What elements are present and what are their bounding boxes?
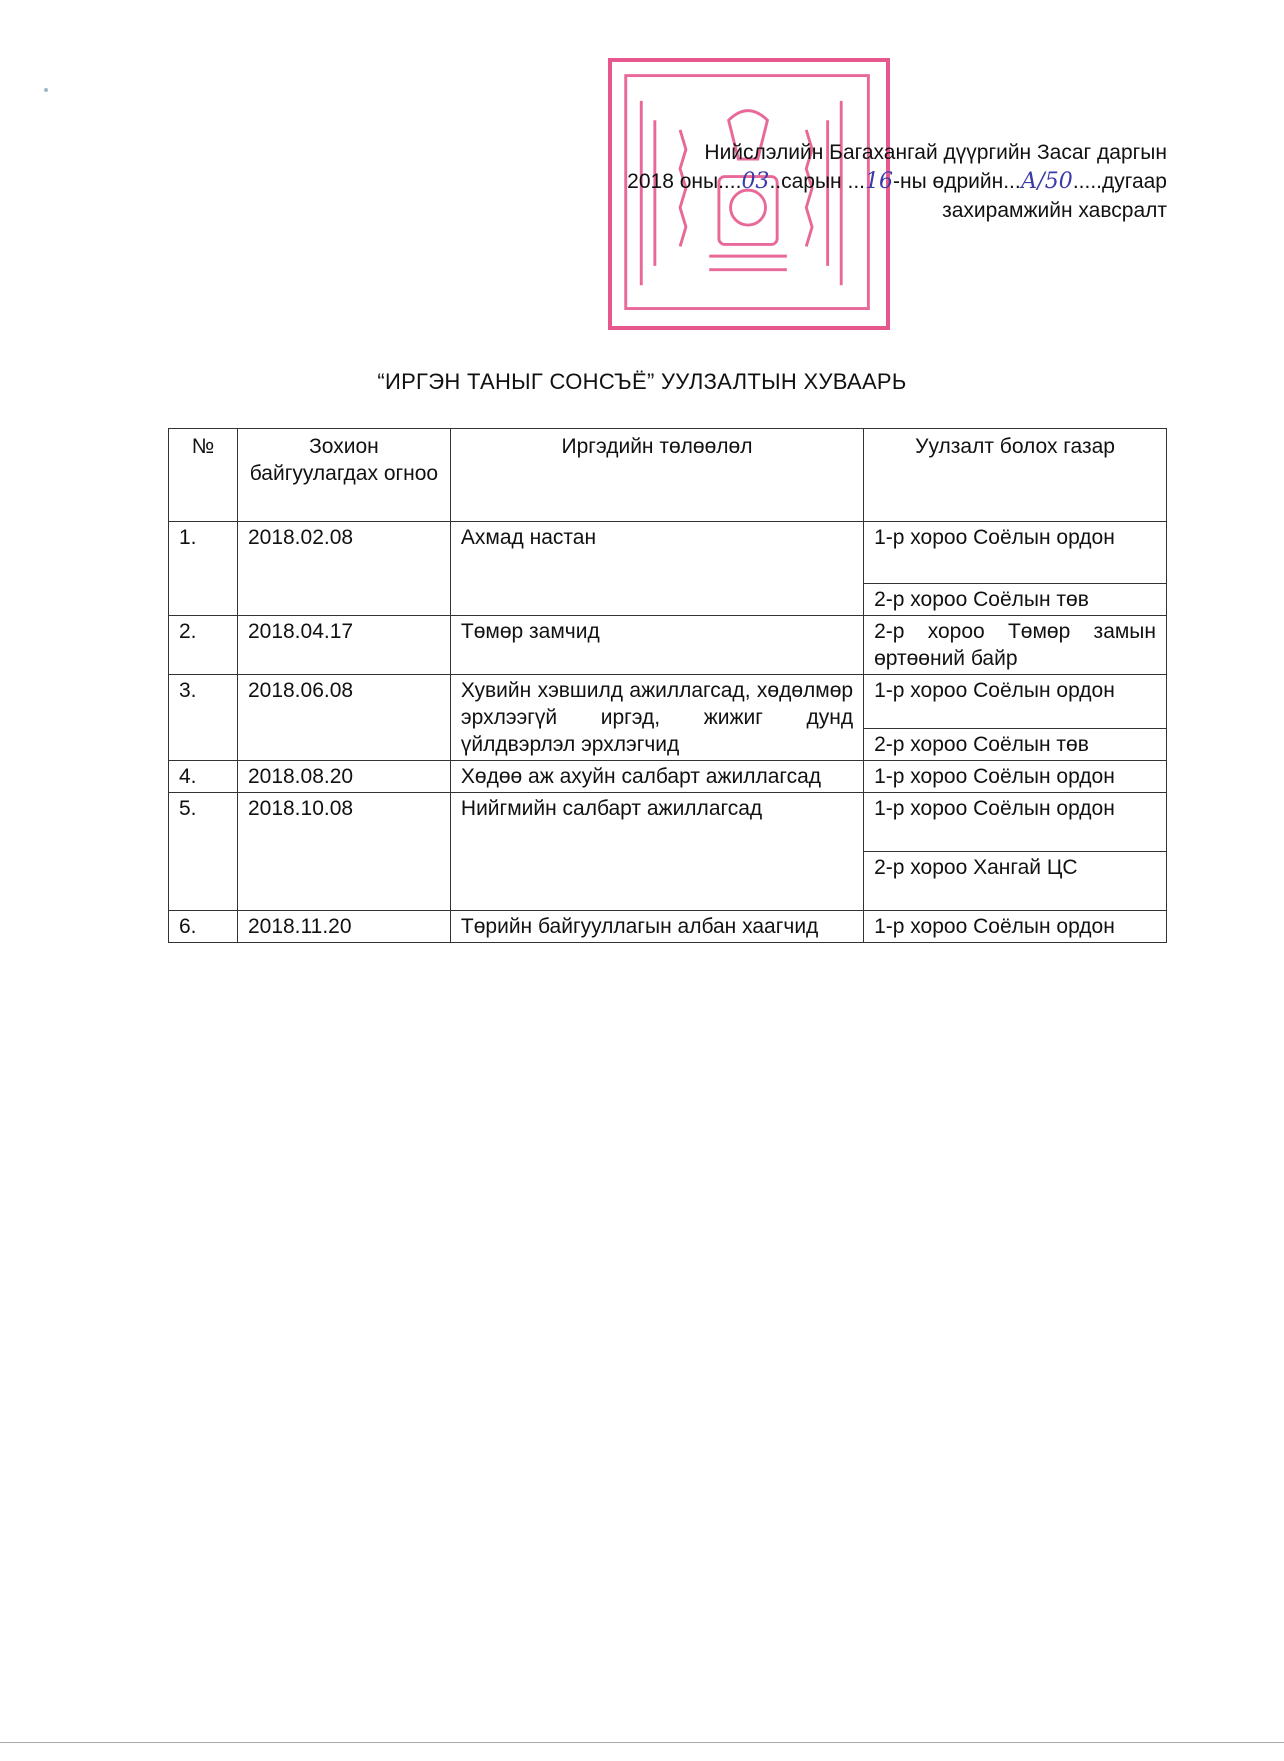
decree-annex-header: [627, 138, 1167, 225]
table-row: [169, 522, 1167, 584]
row-group: Төмөр замчид: [450, 616, 863, 675]
page-bottom-edge: [0, 1742, 1284, 1743]
handwritten-month: 03: [741, 169, 770, 194]
row-number: 2.: [169, 616, 238, 675]
row-group: Хөдөө аж ахуйн салбарт ажиллагсад: [450, 761, 863, 793]
header-line-1: Нийслэлийн Багахангай дүүргийн Засаг даргын: [704, 141, 1167, 164]
handwritten-day: 16: [865, 169, 894, 194]
row-date: 2018.06.08: [237, 675, 450, 761]
header-date: Зохион байгуулагдах огноо: [237, 429, 450, 522]
row-place: 1-р хороо Соёлын ордон: [864, 793, 1167, 852]
table-row: [169, 675, 1167, 729]
row-place: 2-р хороо Хангай ЦС: [864, 852, 1167, 911]
row-place: 1-р хороо Соёлын ордон: [864, 675, 1167, 729]
row-number: 6.: [169, 911, 238, 943]
handwritten-number: А/50: [1020, 169, 1073, 194]
row-date: 2018.08.20: [237, 761, 450, 793]
row-place: 2-р хороо Соёлын төв: [864, 729, 1167, 761]
row-place: 1-р хороо Соёлын ордон: [864, 911, 1167, 943]
row-place: 2-р хороо Төмөр замын өртөөний байр: [864, 616, 1167, 675]
header-line-2: 2018 оны....03..сарын ...16-ны өдрийн...А/50.....дугаар: [627, 169, 1167, 194]
header-line-3: захирамжийн хавсралт: [942, 199, 1167, 222]
scan-speck: [44, 88, 48, 92]
row-date: 2018.04.17: [237, 616, 450, 675]
meeting-schedule-table: [168, 428, 1167, 943]
header-number-label: дугаар: [1102, 170, 1167, 193]
header-month-label: сарын: [781, 170, 842, 193]
row-number: 3.: [169, 675, 238, 761]
header-year: 2018 оны: [627, 170, 719, 193]
row-date: 2018.11.20: [237, 911, 450, 943]
page-title: “ИРГЭН ТАНЫГ СОНСЪЁ” УУЛЗАЛТЫН ХУВААРЬ: [377, 369, 907, 394]
row-number: 5.: [169, 793, 238, 911]
row-number: 1.: [169, 522, 238, 616]
table-row: [169, 911, 1167, 943]
header-group: Иргэдийн төлөөлөл: [450, 429, 863, 522]
row-group: Ахмад настан: [450, 522, 863, 616]
header-place: Уулзалт болох газар: [864, 429, 1167, 522]
row-place: 2-р хороо Соёлын төв: [864, 584, 1167, 616]
row-place: 1-р хороо Соёлын ордон: [864, 522, 1167, 584]
table-row: [169, 616, 1167, 675]
row-number: 4.: [169, 761, 238, 793]
row-group: Хувийн хэвшилд ажиллагсад, хөдөлмөр эрхлээгүй иргэд, жижиг дунд үйлдвэрлэл эрхлэгчид: [450, 675, 863, 761]
header-number: №: [169, 429, 238, 522]
row-date: 2018.10.08: [237, 793, 450, 911]
row-date: 2018.02.08: [237, 522, 450, 616]
row-group: Нийгмийн салбарт ажиллагсад: [450, 793, 863, 911]
table-header-row: [169, 429, 1167, 522]
table-row: [169, 793, 1167, 852]
row-group: Төрийн байгууллагын албан хаагчид: [450, 911, 863, 943]
row-place: 1-р хороо Соёлын ордон: [864, 761, 1167, 793]
header-day-label: -ны өдрийн: [893, 170, 1004, 193]
table-row: [169, 761, 1167, 793]
